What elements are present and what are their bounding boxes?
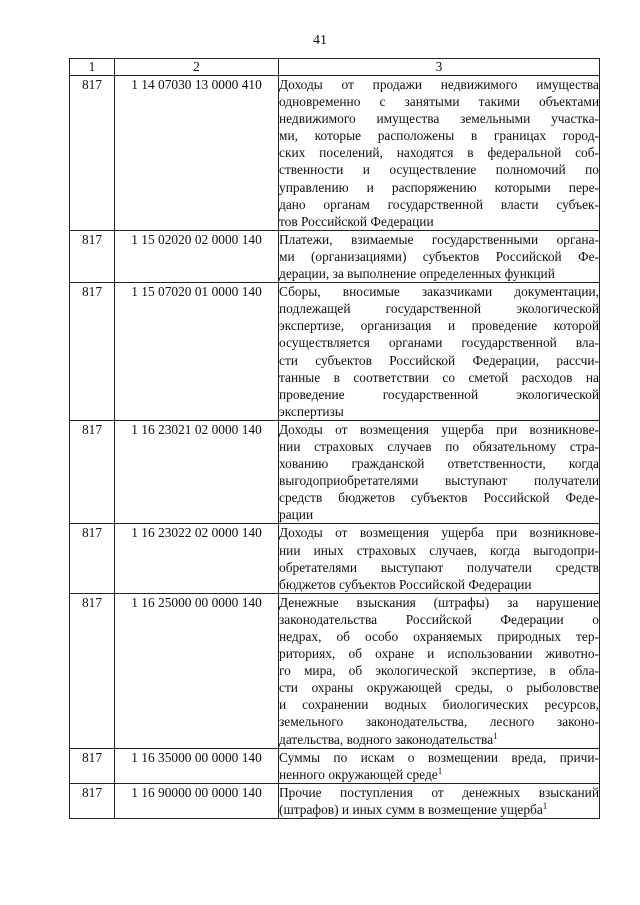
footnote-marker: 1 [493,730,498,741]
description-line: риториях, об охране и использовании животно- [279,646,599,662]
description-line: нии иных страховых случаев, когда выгодопри- [279,542,599,558]
description-line: Доходы от возмещения ущерба при возникнове- [279,421,599,437]
description-line: одновременно с занятыми такими объектами [279,94,599,110]
administrator-code-cell: 817 [70,76,115,231]
description-line: танные в соответствии со сметой расходов на [279,369,599,385]
administrator-code-cell: 817 [70,593,115,748]
administrator-code-cell: 817 [70,783,115,818]
description-cell [279,783,600,818]
column-header-1: 1 [70,59,115,76]
description-line: ми (организациями) субъектов Российской Фе- [279,248,599,264]
description-cell [279,76,600,231]
description-line: экспертизе, организация и проведение которой [279,318,599,334]
description-line: недвижимого имущества земельными участка- [279,111,599,127]
description-line: хованию гражданской ответственности, когда [279,456,599,472]
description-line: и сохранении водных биологических ресурсов, [279,697,599,713]
description-line: Денежные взыскания (штрафы) за нарушение [279,594,599,610]
description-line: законодательства Российской Федерации о [279,611,599,627]
table-row [70,524,600,593]
table-body [70,76,600,819]
description-line: Сборы, вносимые заказчиками документации, [279,284,599,300]
footnote-marker: 1 [542,800,548,811]
description-cell [279,524,600,593]
revenue-code-cell: 1 16 23021 02 0000 140 [115,420,279,524]
description-line: Платежи, взимаемые государственными органа- [279,231,599,247]
description-line: дательства, водного законодательства$^1$ [279,730,498,747]
revenue-code-cell: 1 16 90000 00 0000 140 [115,783,279,818]
description-line: обретателями выступают получатели средств [279,559,599,575]
description-cell [279,748,600,783]
description-line: управлению и распоряжению которыми пере- [279,179,599,195]
page-number: 41 [313,33,327,48]
description-line: недрах, об особо охраняемых природных тер- [279,629,599,644]
description-line: дерации, за выполнение определенных функций [279,266,555,282]
footnote-marker: 1 [437,765,443,776]
description-cell [279,420,600,524]
description-cell [279,283,600,421]
administrator-code-cell: 817 [70,524,115,593]
revenue-code-cell: 1 15 07020 01 0000 140 [115,283,279,421]
description-line: проведение государственной экологической [279,386,599,402]
description-line: экспертизы [279,403,344,419]
table-row [70,283,600,421]
description-line: ми, которые расположены в границах город- [279,128,599,144]
description-line: ненного окружающей среде$^1$ [279,765,443,782]
revenue-code-cell: 1 15 02020 02 0000 140 [115,230,279,282]
description-line: го мира, об экологической экспертизе, в обла- [279,663,599,679]
description-line: рации [279,507,314,523]
description-line: дано органам государственной власти субъек- [279,196,599,212]
administrator-code-cell: 817 [70,748,115,783]
table-row [70,593,600,748]
revenue-code-cell: 1 16 23022 02 0000 140 [115,524,279,593]
table-row [70,783,600,818]
administrator-code-cell: 817 [70,230,115,282]
table-row [70,230,600,282]
description-line: Доходы от продажи недвижимого имущества [279,77,599,92]
description-line: Суммы по искам о возмещении вреда, причи- [279,749,599,765]
column-header-3: 3 [279,59,600,76]
revenue-code-cell: 1 14 07030 13 0000 410 [115,76,279,231]
description-line: подлежащей государственной экологической [279,301,599,317]
description-line: нии страховых случаев по обязательному стра- [279,438,599,454]
table-header [70,59,600,76]
table-row [70,748,600,783]
description-line: ских поселений, находятся в федеральной соб- [279,145,599,161]
description-cell [279,593,600,748]
description-cell [279,230,600,282]
administrator-code-cell: 817 [70,283,115,421]
administrator-code-cell: 817 [70,420,115,524]
description-line: сти охраны окружающей среды, о рыболовстве [279,680,599,696]
description-line: (штрафов) и иных сумм в возмещение ущерба$^1$ [279,800,548,817]
description-line: средств бюджетов субъектов Российской Феде- [279,490,599,506]
column-header-2: 2 [115,59,279,76]
description-line: тов Российской Федерации [279,213,434,229]
description-line: осуществляется органами государственной вла- [279,335,599,351]
description-line: Прочие поступления от денежных взысканий [279,784,599,800]
description-line: бюджетов субъектов Российской Федерации [279,576,532,592]
description-line: земельного законодательства, лесного законо- [279,714,599,730]
description-line: выгодоприобретателями выступают получатели [279,473,599,489]
revenue-codes-table [69,58,600,819]
description-line: ственности и осуществление полномочий по [279,162,599,178]
revenue-code-cell: 1 16 35000 00 0000 140 [115,748,279,783]
description-line: сти субъектов Российской Федерации, рассчи- [279,352,599,368]
description-line: Доходы от возмещения ущерба при возникнове- [279,525,599,541]
table-row [70,420,600,524]
table-row [70,76,600,231]
revenue-code-cell: 1 16 25000 00 0000 140 [115,593,279,748]
